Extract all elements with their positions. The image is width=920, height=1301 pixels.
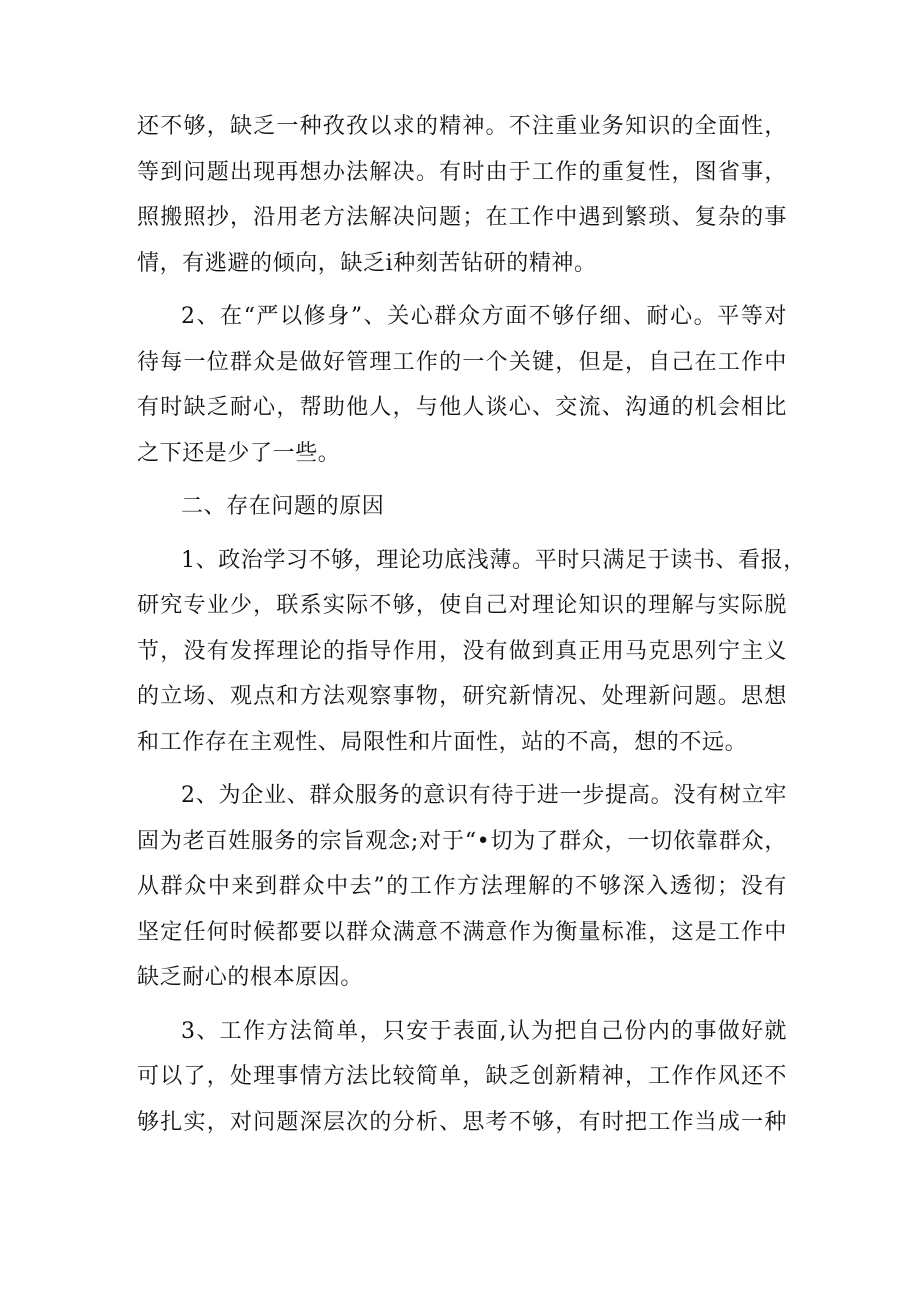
text-line: 坚定任何时候都要以群众满意不满意作为衡量标准，这是工作中 xyxy=(137,919,787,945)
text-line: 照搬照抄，沿用老方法解决问题；在工作中遇到繁琐、复杂的事 xyxy=(137,205,787,230)
text-line: 固为老百姓服务的宗旨观念;对于“•切为了群众，一切依靠群众， xyxy=(137,828,787,854)
text-line: 节，没有发挥理论的指导作用，没有做到真正用马克思列宁主义 xyxy=(137,638,787,664)
text-line: 2、在“严以修身”、关心群众方面不够仔细、耐心。平等对 xyxy=(181,304,787,329)
paragraph-cause-1 xyxy=(137,538,806,766)
section-heading xyxy=(137,484,787,530)
text-line: 等到问题出现再想办法解决。有时由于工作的重复性，图省事， xyxy=(137,159,787,185)
text-line: 从群众中来到群众中去”的工作方法理解的不够深入透彻；没有 xyxy=(137,874,787,899)
text-line: 缺乏耐心的根本原因。 xyxy=(137,965,364,990)
paragraph-item-2 xyxy=(137,294,787,476)
paragraph-cause-2 xyxy=(137,773,787,1001)
text-line: 还不够，缺乏一种孜孜以求的精神。不注重业务知识的全面性， xyxy=(137,114,787,139)
text-line: 之下还是少了一些。 xyxy=(137,440,341,466)
heading-line: 二、存在问题的原因 xyxy=(181,494,385,519)
text-line: 情，有逃避的倾向，缺乏i种刻苦钻研的精神。 xyxy=(137,250,597,276)
document-body xyxy=(137,104,806,1145)
text-line: 待每一位群众是做好管理工作的一个关键，但是，自己在工作中 xyxy=(137,349,787,375)
text-line: 2、为企业、群众服务的意识有待于进一步提高。没有树立牢 xyxy=(181,783,787,808)
text-line: 和工作存在主观性、局限性和片面性，站的不高，想的不远。 xyxy=(137,729,748,755)
text-line: 有时缺乏耐心，帮助他人，与他人谈心、交流、沟通的机会相比 xyxy=(137,395,787,420)
text-line: 的立场、观点和方法观察事物，研究新情况、处理新问题。思想 xyxy=(137,684,787,709)
text-line: 够扎实，对问题深层次的分析、思考不够，有时把工作当成一种 xyxy=(137,1109,787,1135)
paragraph-cause-3 xyxy=(137,1009,787,1146)
text-line: 可以了，处理事情方法比较简单，缺乏创新精神，工作作风还不 xyxy=(137,1064,787,1089)
paragraph-continuation xyxy=(137,104,787,286)
text-line: 研究专业少，联系实际不够，使自己对理论知识的理解与实际脱 xyxy=(137,593,787,618)
text-line: 3、工作方法简单，只安于表面,认为把自己份内的事做好就 xyxy=(181,1018,787,1044)
text-line: 1、政治学习不够，理论功底浅薄。平时只满足于读书、看报， xyxy=(181,547,806,573)
